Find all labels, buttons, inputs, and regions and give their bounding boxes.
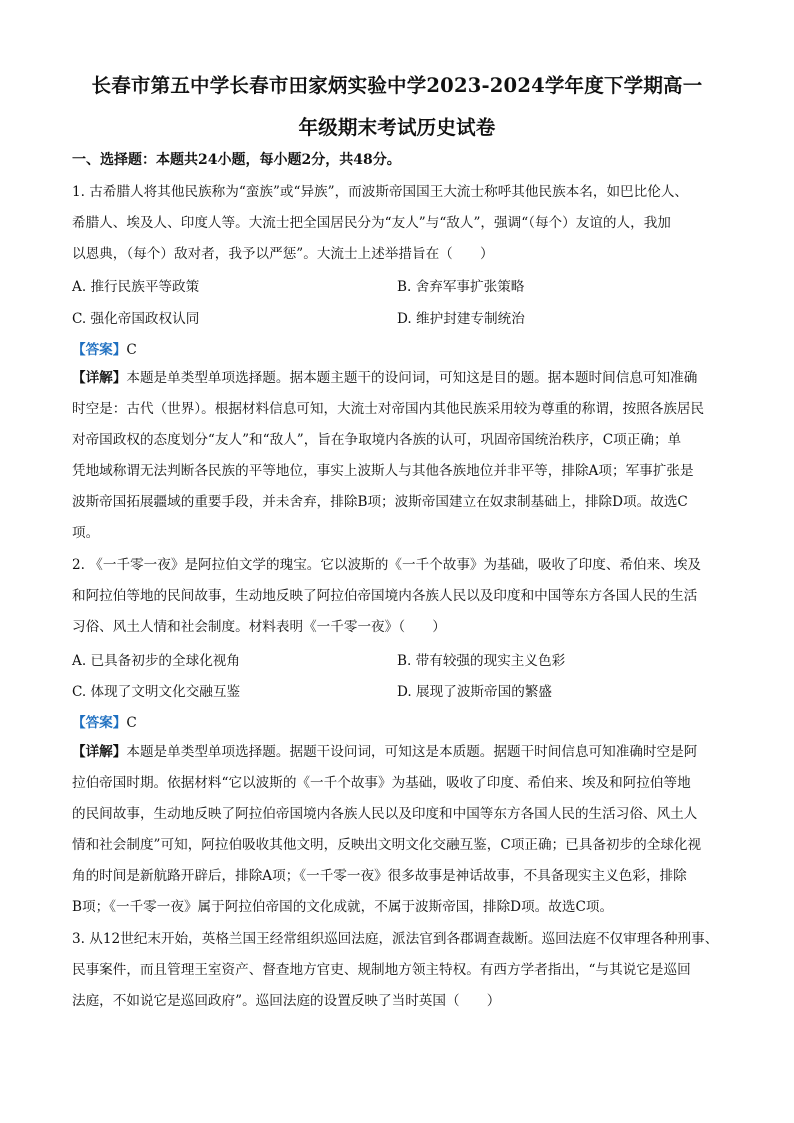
option-d: D. 展现了波斯帝国的繁盛 [397,684,552,700]
question-stem-line: 2. 《一千零一夜》是阿拉伯文学的瑰宝。它以波斯的《一千个故事》为基础，吸收了印度、希伯来、埃及 [72,557,702,573]
answer-tag: 【答案】 [72,715,127,731]
answer-tag: 【答案】 [72,342,127,358]
answer-value: C [126,342,137,358]
detail-line: 拉伯帝国时期。依据材料“它以波斯的《一千个故事》为基础，吸收了印度、希伯来、埃及和阿拉伯等地 [72,775,691,791]
option-a: A. 已具备初步的全球化视角 [72,653,240,669]
question-stem-line: 以恩典，（每个）敌对者，我予以严惩”。大流士上述举措旨在（ ） [72,246,494,262]
exam-title-line2: 年级期末考试历史试卷 [298,116,496,139]
detail-text: 本题是单类型单项选择题。据本题主题干的设问词，可知这是目的题。据本题时间信息可知准确 [126,370,698,386]
option-c: C. 体现了文明文化交融互鉴 [72,684,241,700]
question-stem-line: 希腊人、埃及人、印度人等。大流士把全国居民分为“友人”与“敌人”，强调“（每个）友谊的人，我加 [72,215,671,231]
option-c: C. 强化帝国政权认同 [72,311,200,327]
question-stem-line: 法庭，不如说它是巡回政府”。巡回法庭的设置反映了当时英国（ ） [72,993,501,1009]
detail-line: 凭地域称谓无法判断各民族的平等地位，事实上波斯人与其他各族地位并非平等，排除A项；军事扩张是 [72,463,694,479]
option-a: A. 推行民族平等政策 [72,279,200,295]
detail-line: 时空是：古代（世界）。根据材料信息可知，大流士对帝国内其他民族采用较为尊重的称谓，按照各族居民 [72,401,705,417]
answer-line [72,338,137,358]
detail-line: 的民间故事，生动地反映了阿拉伯帝国境内各族人民以及印度和中国等东方各国人民的生活习俗、风土人 [72,806,698,822]
answer-value: C [126,715,137,731]
option-b: B. 带有较强的现实主义色彩 [397,653,566,669]
question-stem-line: 和阿拉伯等地的民间故事，生动地反映了阿拉伯帝国境内各族人民以及印度和中国等东方各国人民的生活 [72,588,698,604]
detail-tag: 【详解】 [72,744,127,760]
question-stem-line: 习俗、风土人情和社会制度。材料表明《一千零一夜》（ ） [72,619,446,635]
detail-line: 波斯帝国拓展疆域的重要手段，并未舍弃，排除B项；波斯帝国建立在奴隶制基础上，排除D项。故选C [72,494,688,510]
section-heading: 一、选择题：本题共24小题，每小题2分，共48分。 [72,152,401,168]
detail-line [72,368,697,388]
option-d: D. 维护封建专制统治 [397,311,525,327]
option-b: B. 舍弃军事扩张策略 [397,279,525,295]
detail-line: 项。 [72,525,100,541]
question-stem-line: 3. 从12世纪末开始，英格兰国王经常组织巡回法庭，派法官到各郡调查裁断。巡回法庭不仅审理各种刑事、 [72,931,719,947]
detail-text: 本题是单类型单项选择题。据题干设问词，可知这是本质题。据题干时间信息可知准确时空是阿 [126,744,698,760]
question-stem-line: 民事案件，而且管理王室资产、督查地方官吏、规制地方领主特权。有西方学者指出，“与其说它是巡回 [72,962,691,978]
question-stem-line: 1. 古希腊人将其他民族称为“蛮族”或“异族”，而波斯帝国国王大流士称呼其他民族本名，如巴比伦人、 [72,184,689,200]
exam-title-line1: 长春市第五中学长春市田家炳实验中学2023-2024学年度下学期高一 [91,74,703,97]
answer-line [72,711,137,731]
detail-line [72,742,697,762]
detail-tag: 【详解】 [72,370,127,386]
detail-line: 情和社会制度”可知，阿拉伯吸收其他文明，反映出文明文化交融互鉴，C项正确；已具备初步的全球化视 [72,837,702,853]
detail-line: B项；《一千零一夜》属于阿拉伯帝国的文化成就，不属于波斯帝国，排除D项。故选C项。 [72,899,614,915]
detail-line: 对帝国政权的态度划分“友人”和“敌人”，旨在争取境内各族的认可，巩固帝国统治秩序，C项正确；单 [72,432,682,448]
detail-line: 角的时间是新航路开辟后，排除A项；《一千零一夜》很多故事是神话故事，不具备现实主义色彩，排除 [72,868,687,884]
